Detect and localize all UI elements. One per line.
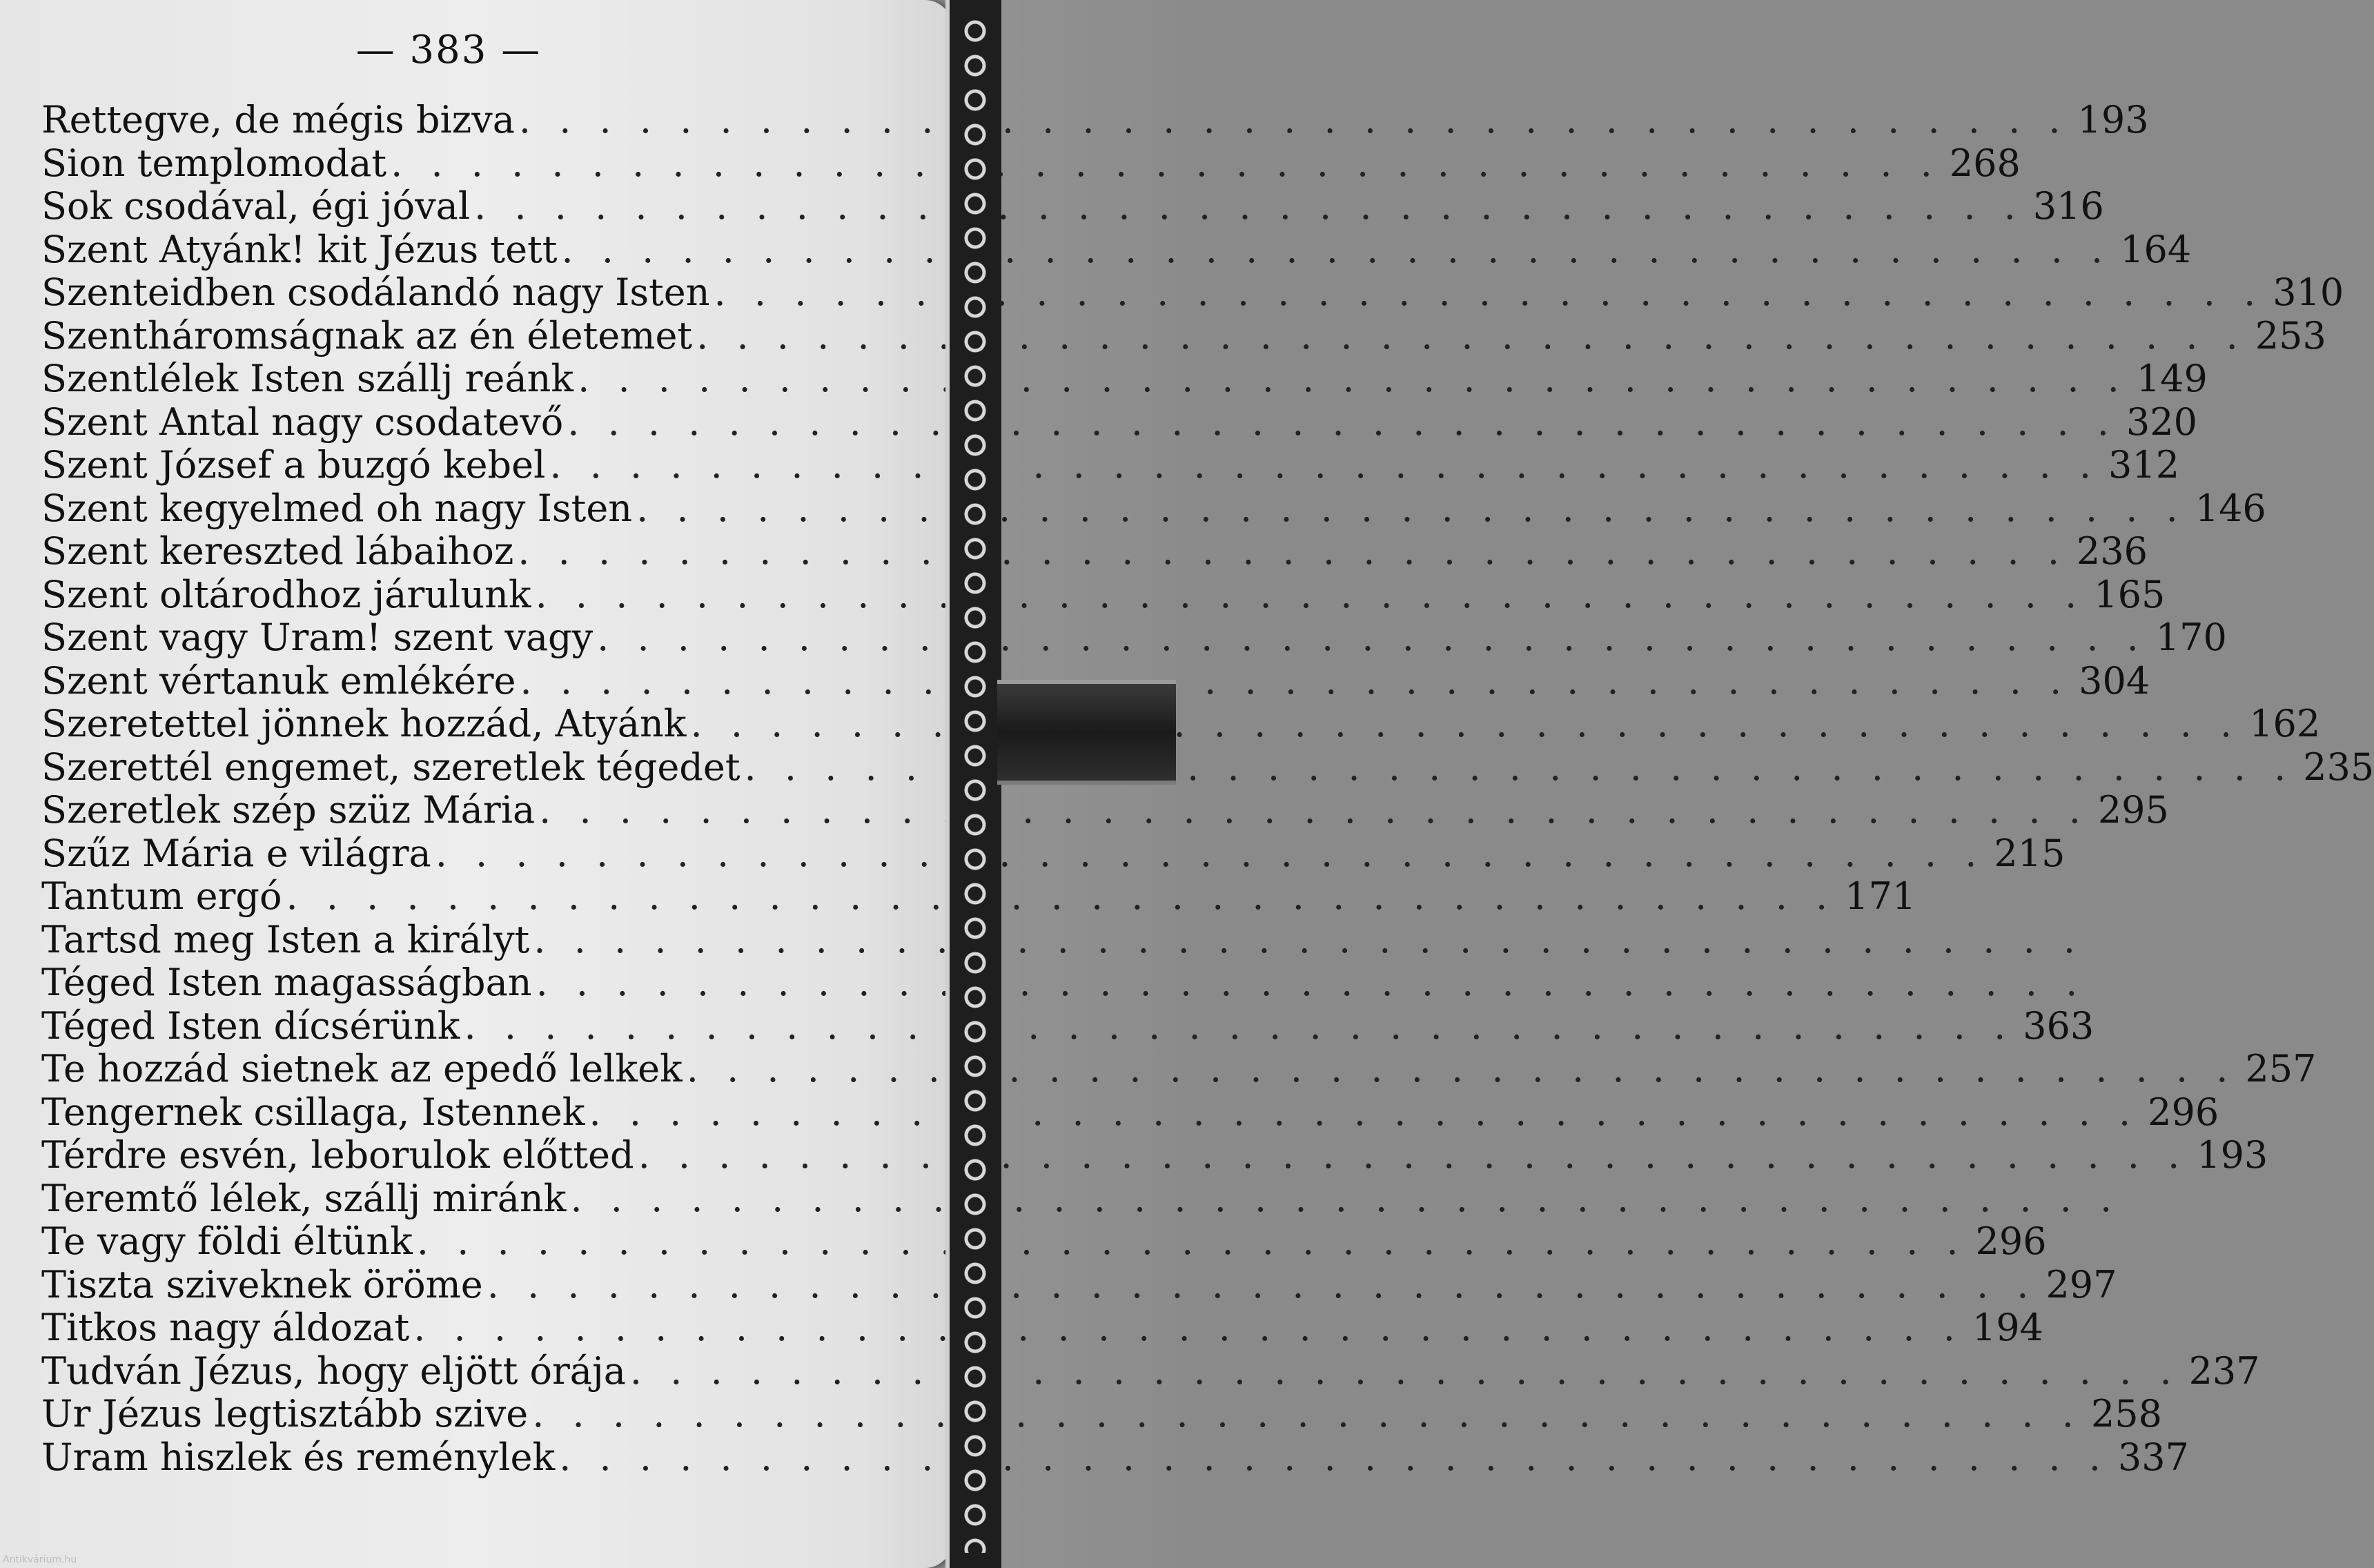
entry-page-number: 257 [2245,1047,2317,1090]
entry-title: Szent Antal nagy csodatevő [41,400,564,444]
index-entry [41,616,2227,659]
entry-title: Tiszta sziveknek öröme [41,1262,483,1306]
entry-title: Teremtő lélek, szállj miránk [41,1176,567,1220]
entry-page-number: 296 [2148,1090,2219,1134]
entry-page-number: 165 [2094,572,2166,616]
index-entry [41,1306,2043,1349]
entry-title: Térdre esvén, leborulok előtted [41,1133,634,1177]
entry-page-number: 312 [2108,443,2180,487]
entry-page-number: 194 [1972,1306,2043,1349]
dot-leader [593,616,2151,659]
index-entry [41,658,2150,703]
dot-leader [516,659,2074,703]
dot-leader [563,400,2121,444]
dot-leader [282,874,1841,918]
entry-title: Uram hiszlek és reménylek [41,1435,556,1479]
dot-leader [431,832,1990,875]
index-entry [41,572,2166,616]
entry-title: Te vagy földi éltünk [41,1219,413,1263]
dot-leader [710,271,2268,314]
entry-page-number: 235 [2303,745,2374,789]
index-entry [41,529,2148,573]
index-entry [41,1262,2117,1306]
dot-leader [483,1263,2041,1306]
index-entry [41,443,2180,487]
entry-page-number: 295 [2097,788,2169,832]
dot-leader [529,918,2088,961]
entry-page-number: 310 [2273,271,2344,314]
index-entry [41,313,2326,357]
dot-leader [632,487,2190,530]
entry-page-number: 258 [2090,1392,2162,1435]
index-entry [41,1392,2162,1435]
entry-page-number: 146 [2195,486,2266,530]
dot-leader [386,141,1945,185]
entry-title: Rettegve, de mégis bizva [41,98,515,141]
index-entry [41,745,2374,789]
index-entry [41,271,2344,314]
entry-page-number: 162 [2249,702,2321,745]
entry-page-number: 237 [2188,1349,2260,1393]
dot-leader [535,788,2093,832]
index-entry [41,1219,2047,1263]
index-entry [41,1435,2189,1479]
entry-page-number: 149 [2136,357,2208,400]
entry-page-number: 193 [2197,1133,2268,1177]
index-entry [41,400,2197,444]
index-entry [41,1090,2219,1134]
entry-title: Te hozzád sietnek az epedő lelkek [41,1047,683,1090]
entry-title: Tantum ergó [41,874,282,918]
index-entry [41,874,1916,918]
entry-title: Szeretettel jönnek hozzád, Atyánk [41,702,687,745]
entry-page-number: 193 [2077,98,2149,141]
dot-leader [585,1090,2144,1134]
dot-leader [409,1306,1968,1349]
dot-leader [683,1047,2241,1090]
dot-leader [573,357,2132,400]
index-entry [41,184,2104,228]
dot-leader [515,98,2073,141]
entry-title: Titkos nagy áldozat [41,1306,410,1349]
index-list [41,98,2374,1479]
index-entry [41,98,2149,141]
entry-title: Szent kereszted lábaihoz [41,529,514,573]
entry-page-number: 316 [2032,184,2104,228]
dot-leader [634,1133,2192,1177]
ornament-pattern [959,14,991,1553]
index-entry [41,1003,2095,1048]
dot-leader [557,228,2115,271]
dot-leader [528,1392,2086,1435]
entry-page-number: 253 [2255,313,2326,357]
dot-leader [532,961,2090,1004]
index-entry [41,1133,2268,1177]
entry-page-number: 171 [1845,874,1916,918]
watermark: Antikvárium.hu [3,1554,77,1565]
dot-leader [531,573,2090,616]
index-entry [41,702,2321,745]
entry-page-number: 297 [2046,1262,2117,1306]
entry-page-number: 170 [2155,616,2227,659]
entry-title: Szent kegyelmed oh nagy Isten [41,486,633,530]
entry-title: Sok csodával, égi jóval [41,184,471,228]
dot-leader [626,1349,2184,1393]
entry-title: Szerettél engemet, szeretlek tégedet [41,745,740,789]
dot-leader [687,702,2245,745]
dot-leader [692,314,2250,357]
entry-title: Szentlélek Isten szállj reánk [41,357,574,400]
index-entry [41,788,2169,832]
entry-title: Téged Isten magasságban [41,961,532,1004]
index-entry [41,486,2266,530]
entry-page-number: 164 [2120,227,2192,271]
dot-leader [513,529,2072,573]
dot-leader [566,1177,2124,1220]
entry-title: Szenteidben csodálandó nagy Isten [41,271,710,314]
index-entry [41,1177,870,1220]
dot-leader [470,184,2028,228]
entry-title: Tengernek csillaga, Istennek [41,1090,585,1134]
entry-title: Tartsd meg Isten a királyt [41,917,530,961]
index-entry [41,918,870,961]
entry-title: Szentháromságnak az én életemet [41,313,693,357]
dot-leader [555,1435,2113,1479]
entry-page-number: 296 [1975,1219,2047,1263]
entry-title: Sion templomodat [41,141,387,185]
index-entry [41,357,2208,400]
index-entry [41,961,870,1004]
entry-title: Szent vértanuk emlékére [41,658,516,703]
entry-title: Ur Jézus legtisztább szive [41,1392,529,1435]
entry-title: Szent József a buzgó kebel [41,443,546,487]
index-entry [41,141,2021,185]
dot-leader [545,443,2103,487]
dot-leader [460,1004,2019,1048]
dot-leader [413,1219,1971,1263]
entry-title: Szent vagy Uram! szent vagy [41,616,594,659]
entry-page-number: 304 [2079,658,2150,703]
entry-title: Tudván Jézus, hogy eljött órája [41,1349,626,1393]
entry-title: Téged Isten dícsérünk [41,1003,460,1048]
entry-page-number: 215 [1994,831,2066,875]
entry-page-number: 337 [2117,1435,2189,1479]
index-entry [41,1047,2317,1090]
index-entry [41,1349,2260,1393]
entry-page-number: 236 [2076,529,2148,573]
entry-title: Szeretlek szép szüz Mária [41,788,536,832]
index-entry [41,227,2192,271]
book-binding [945,0,1001,1568]
page-number: — 383 — [355,28,542,72]
entry-title: Szent Atyánk! kit Jézus tett [41,227,558,271]
book-clasp [997,680,1176,785]
entry-page-number: 268 [1949,141,2021,185]
index-entry [41,831,2066,875]
entry-title: Szent oltárodhoz járulunk [41,572,531,616]
entry-page-number: 320 [2126,400,2197,444]
entry-title: Szűz Mária e világra [41,831,431,875]
entry-page-number: 363 [2023,1003,2095,1048]
